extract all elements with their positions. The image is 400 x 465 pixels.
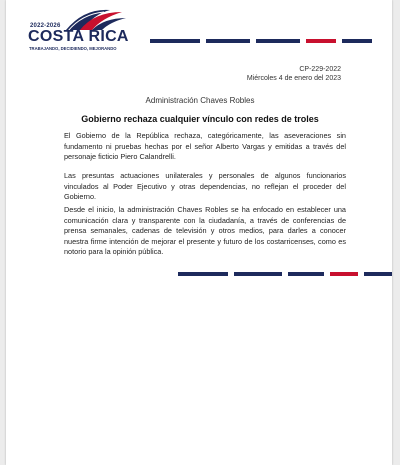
header-stripe-navy-1 [150, 39, 200, 43]
body-paragraph-2: Las presuntas actuaciones unilaterales y personales de algunos funcionarios vinculados al Poder Ejecutivo y otras dependencias, no reflejan el proceder del Gobierno. [64, 171, 346, 202]
document-page [6, 0, 392, 465]
logo-years: 2022-2026 [30, 23, 61, 29]
body-paragraph-1: El Gobierno de la República rechaza, categóricamente, las aseveraciones sin fundamento ni pruebas hechas por el señor Alberto Vargas y emitidas a través del personaje ficticio Piero Calandrelli. [64, 131, 346, 162]
footer-stripe-red [330, 272, 358, 276]
press-release-headline: Gobierno rechaza cualquier vínculo con redes de troles [81, 114, 319, 124]
logo-slogan: TRABAJANDO, DECIDIENDO, MEJORANDO [29, 46, 117, 51]
header-stripe-navy-2 [206, 39, 250, 43]
costa-rica-logo [28, 6, 132, 52]
administration-name: Administración Chaves Robles [145, 96, 255, 105]
press-release-number: CP-229-2022 [299, 66, 341, 73]
logo-country-name: COSTA RICA [28, 28, 129, 45]
press-release-date: Miércoles 4 de enero del 2023 [246, 75, 341, 82]
header-stripe-red [306, 39, 336, 43]
footer-stripe-navy-2 [234, 272, 282, 276]
footer-stripe-navy-4 [364, 272, 392, 276]
footer-stripe-navy-1 [178, 272, 228, 276]
header-stripe-navy-4 [342, 39, 372, 43]
body-paragraph-3: Desde el inicio, la administración Chaves Robles se ha enfocado en establecer una comunicación clara y transparente con la ciudadanía, a través de conferencias de prensa semanales, cadenas de televisión y otros medios, para darles a conocer nuestra firme intención de mejorar el presente y futuro de los costarricenses, como es notorio para la opinión pública. [64, 205, 346, 257]
footer-stripe-navy-3 [288, 272, 324, 276]
header-stripe-navy-3 [256, 39, 300, 43]
